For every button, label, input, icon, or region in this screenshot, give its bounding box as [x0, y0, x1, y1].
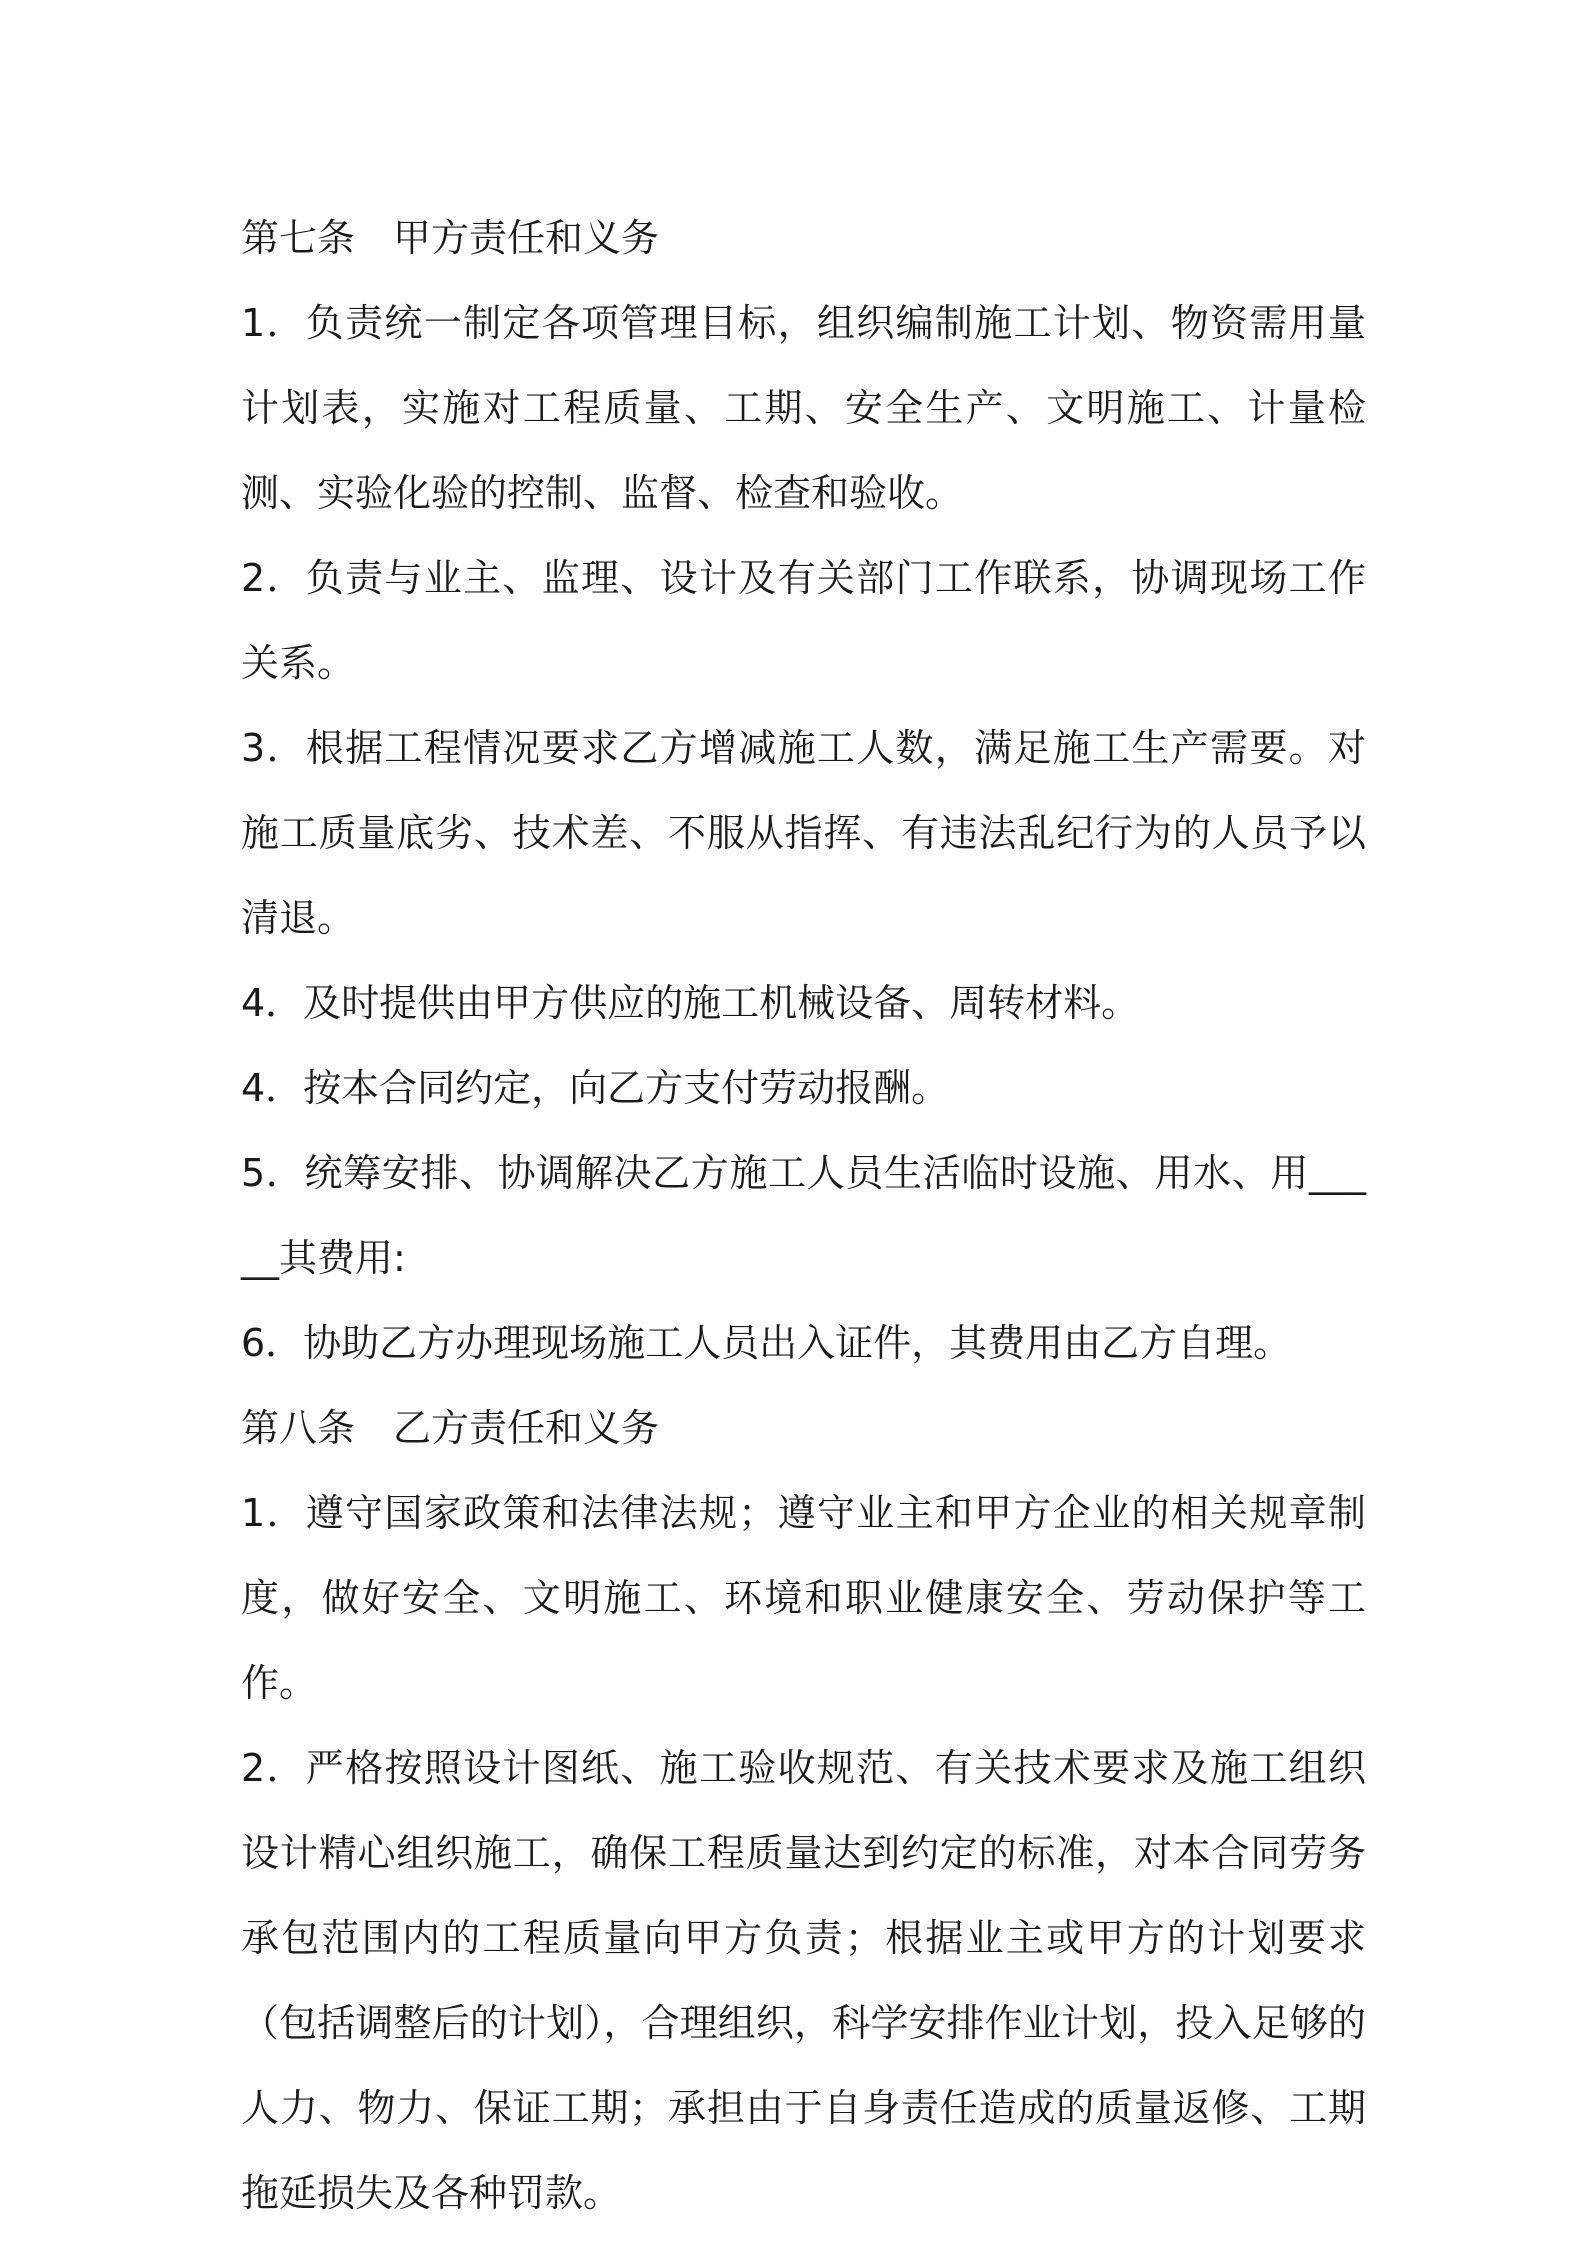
article-7-item-5: 5．统筹安排、协调解决乙方施工人员生活临时设施、用水、用_____其费用: [241, 1151, 1366, 1280]
article-8-item-1: 1．遵守国家政策和法律法规；遵守业主和甲方企业的相关规章制度，做好安全、文明施工、环境和职业健康安全、劳动保护等工作。 [241, 1491, 1366, 1705]
article-7-item-6: 6．协助乙方办理现场施工人员出入证件，其费用由乙方自理。 [241, 1321, 1292, 1365]
document-body [241, 196, 1366, 2236]
section-heading-article-8: 第八条 乙方责任和义务 [241, 1406, 660, 1450]
article-8-item-2: 2．严格按照设计图纸、施工验收规范、有关技术要求及施工组织设计精心组织施工，确保工程质量达到约定的标准，对本合同劳务承包范围内的工程质量向甲方负责；根据业主或甲方的计划要求（包括调整后的计划），合理组织，科学安排作业计划，投入足够的人力、物力、保证工期；承担由于自身责任造成的质量返修、工期拖延损失及各种罚款。 [241, 1746, 1366, 2215]
article-7-item-4b: 4．按本合同约定，向乙方支付劳动报酬。 [241, 1066, 950, 1110]
article-7-item-2: 2．负责与业主、监理、设计及有关部门工作联系，协调现场工作关系。 [241, 556, 1366, 685]
article-7-item-4a: 4．及时提供由甲方供应的施工机械设备、周转材料。 [241, 981, 1140, 1025]
section-heading-article-7: 第七条 甲方责任和义务 [241, 216, 660, 260]
article-7-item-1: 1．负责统一制定各项管理目标，组织编制施工计划、物资需用量计划表，实施对工程质量、工期、安全生产、文明施工、计量检测、实验化验的控制、监督、检查和验收。 [241, 301, 1366, 515]
article-7-item-3: 3．根据工程情况要求乙方增减施工人数，满足施工生产需要。对施工质量底劣、技术差、不服从指挥、有违法乱纪行为的人员予以清退。 [241, 726, 1366, 940]
